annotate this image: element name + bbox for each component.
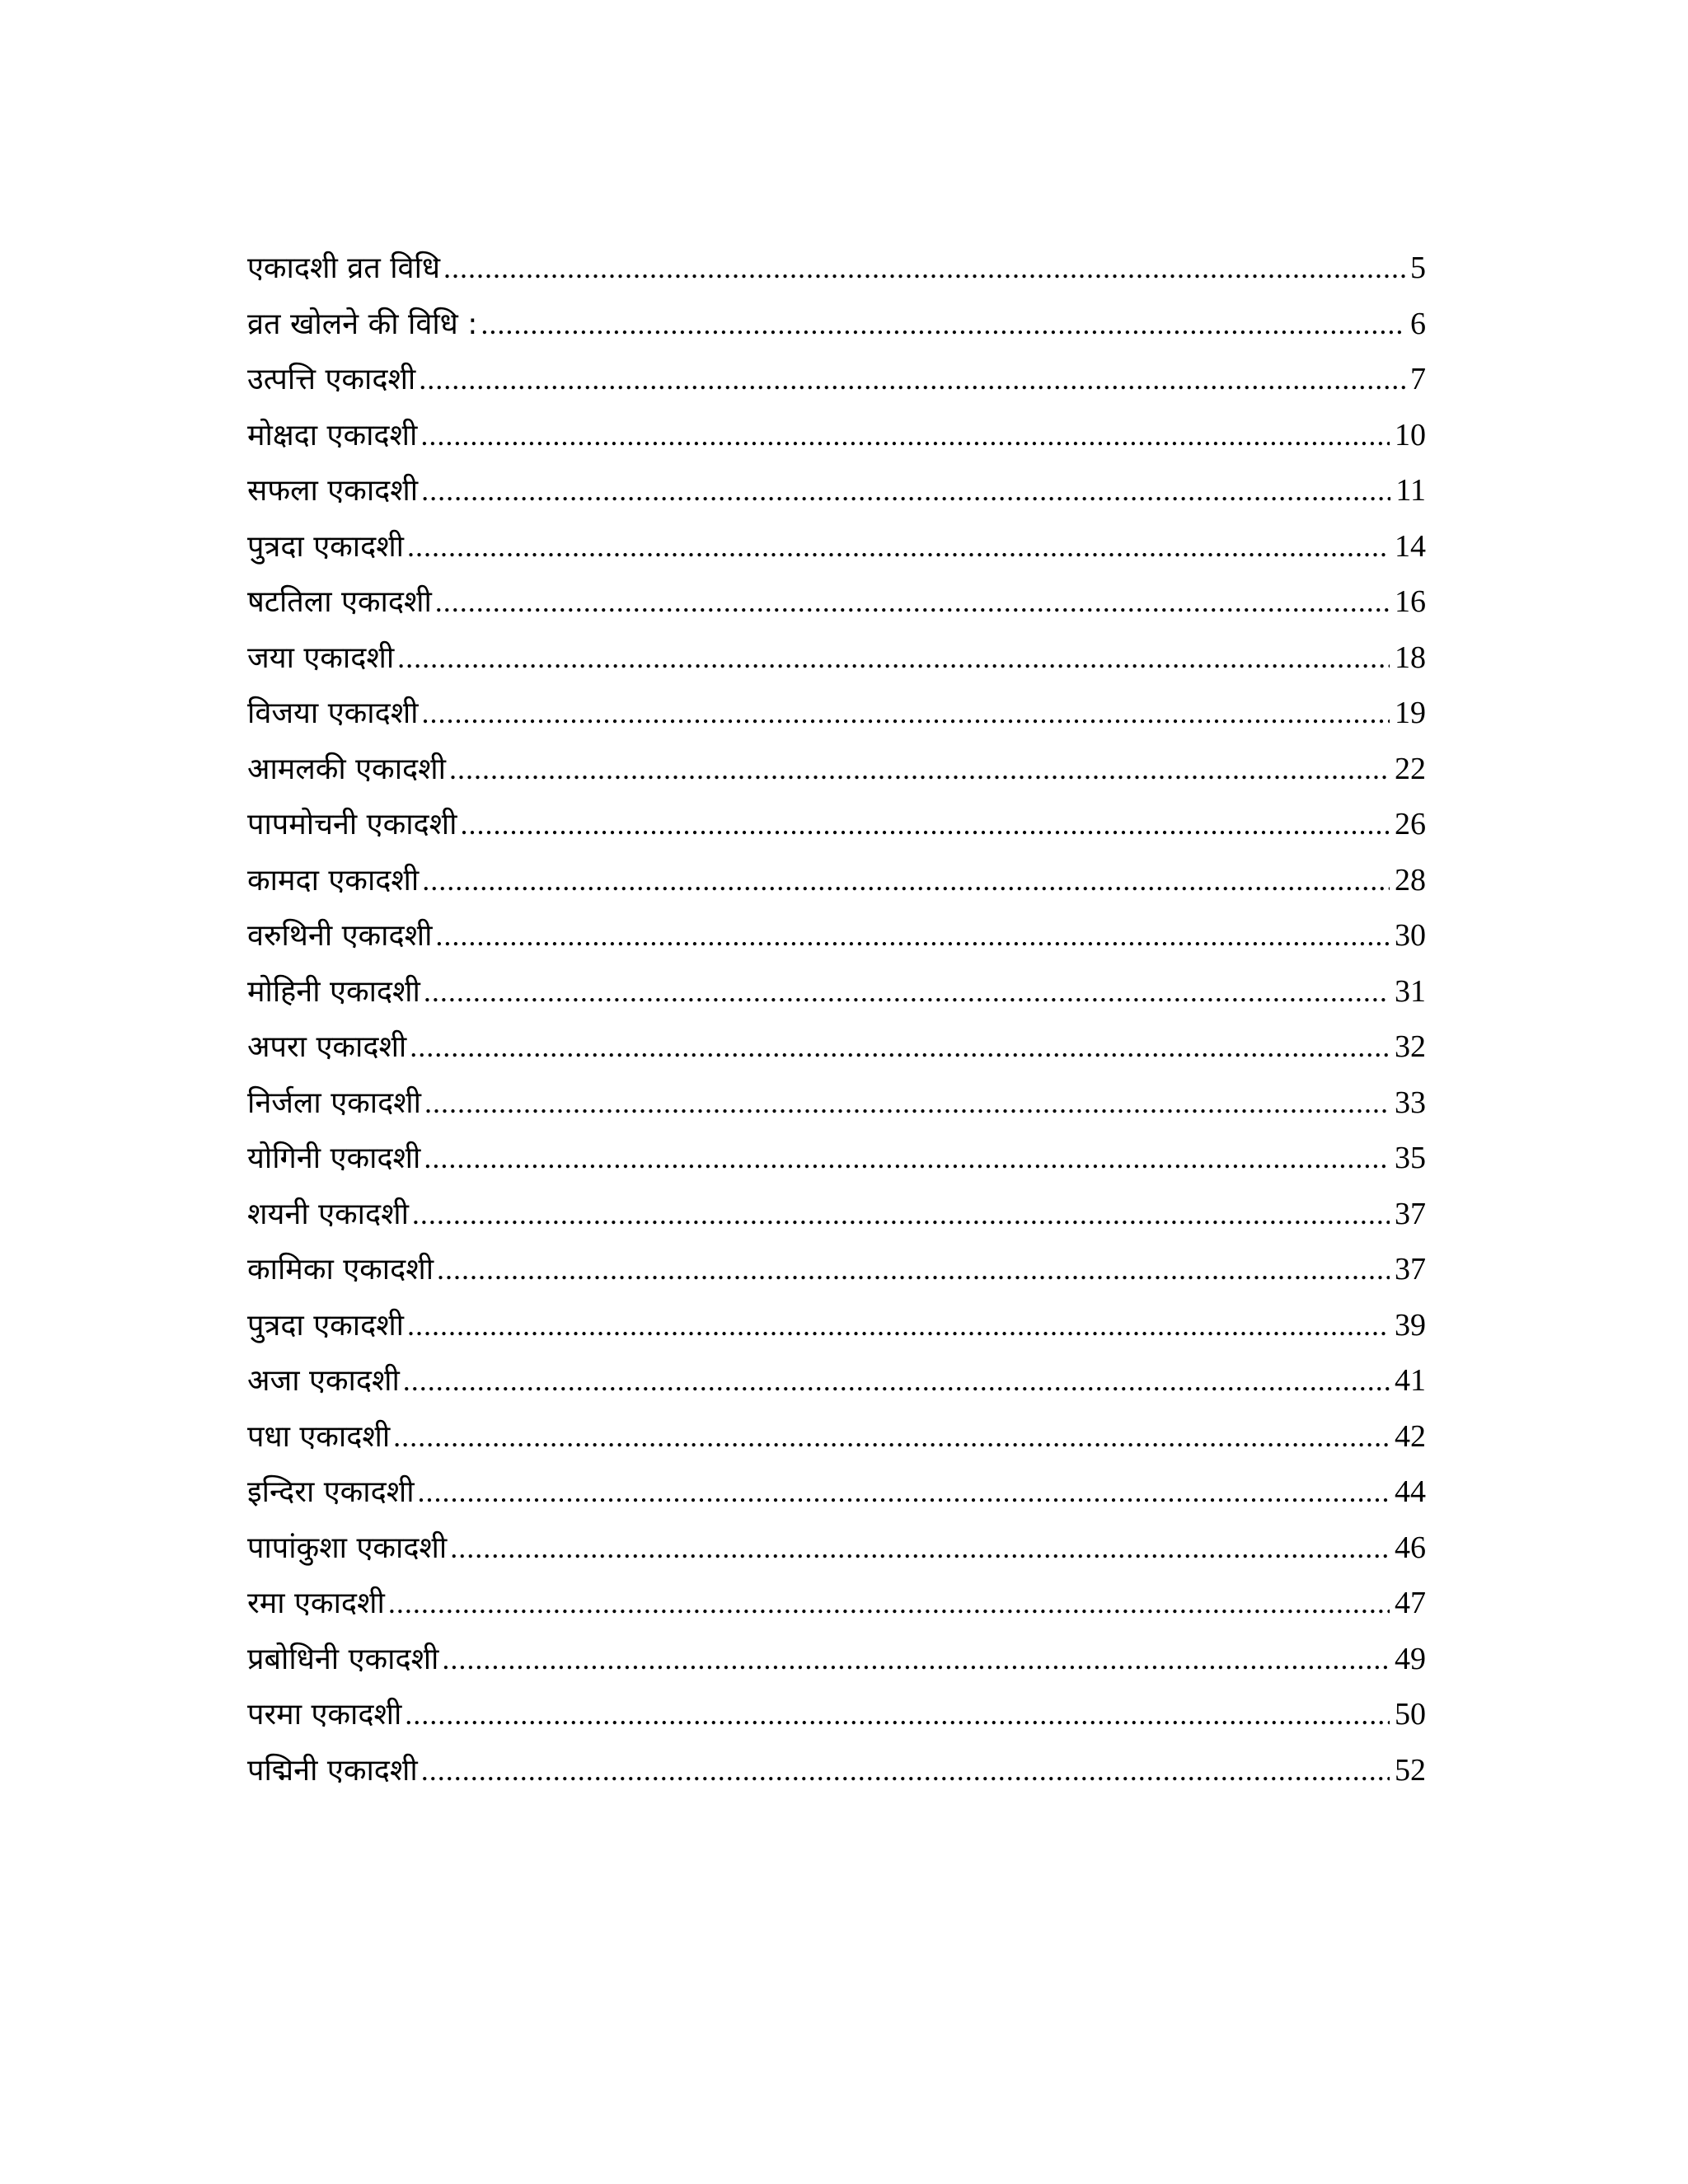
toc-entry-title: पापमोचनी एकादशी [247,808,457,841]
toc-entry[interactable] [247,1465,1426,1521]
toc-entry-page-number: 10 [1395,417,1426,452]
toc-entry-page-number: 35 [1395,1141,1426,1175]
dot-leader [481,297,1405,353]
toc-entry-title: अजा एकादशी [247,1364,400,1398]
toc-entry[interactable] [247,1242,1426,1298]
toc-entry-page-number: 42 [1395,1418,1426,1454]
toc-entry[interactable] [247,352,1426,408]
toc-entry[interactable] [247,297,1426,353]
toc-entry-title: आमलकी एकादशी [247,752,446,786]
toc-entry-page-number: 49 [1395,1641,1426,1676]
toc-entry[interactable] [247,908,1426,964]
toc-entry-title: विजया एकादशी [247,696,419,730]
toc-entry[interactable] [247,1019,1426,1076]
toc-entry-title: अपरा एकादशी [247,1030,407,1064]
toc-entry-page-number: 46 [1395,1530,1426,1565]
toc-entry-page-number: 47 [1395,1586,1426,1620]
dot-leader [393,1409,1390,1465]
toc-entry[interactable] [247,1353,1426,1409]
toc-entry-title: पद्मिनी एकादशी [247,1753,418,1788]
toc-entry[interactable] [247,574,1426,630]
toc-entry-title: परमा एकादशी [247,1698,402,1732]
dot-leader [403,1353,1390,1409]
dot-leader [412,1187,1390,1243]
toc-entry-title: इन्दिरा एकादशी [247,1475,415,1509]
toc-entry[interactable] [247,1076,1426,1132]
toc-entry[interactable] [247,964,1426,1020]
dot-leader [405,1687,1390,1743]
toc-entry-title: उत्पत्ति एकादशी [247,363,416,396]
toc-entry-title: रमा एकादशी [247,1586,385,1620]
toc-entry-page-number: 14 [1395,528,1426,564]
toc-entry[interactable] [247,1687,1426,1743]
toc-entry-page-number: 7 [1410,362,1426,396]
toc-entry[interactable] [247,1632,1426,1688]
dot-leader [421,463,1390,519]
toc-entry-page-number: 11 [1395,473,1426,508]
toc-entry-page-number: 52 [1395,1752,1426,1788]
toc-entry-title: शयनी एकादशी [247,1197,409,1231]
toc-entry-page-number: 16 [1395,584,1426,619]
toc-entry[interactable] [247,1298,1426,1354]
dot-leader [460,797,1390,853]
dot-leader [435,908,1390,964]
toc-entry-title: निर्जला एकादशी [247,1085,421,1120]
toc-entry-title: योगिनी एकादशी [247,1141,421,1175]
toc-entry[interactable] [247,853,1426,909]
toc-entry-page-number: 32 [1395,1029,1426,1064]
dot-leader [397,630,1390,687]
toc-entry[interactable] [247,1521,1426,1577]
toc-entry-title: कामिका एकादशी [247,1253,434,1286]
toc-entry-page-number: 50 [1395,1697,1426,1732]
dot-leader [435,574,1390,630]
toc-entry[interactable] [247,1131,1426,1187]
toc-entry-page-number: 31 [1395,973,1426,1009]
dot-leader [388,1576,1390,1632]
dot-leader [424,964,1390,1020]
toc-entry-title: मोक्षदा एकादशी [247,418,418,452]
toc-entry-page-number: 5 [1410,251,1426,285]
dot-leader [424,1131,1390,1187]
dot-leader [407,519,1390,575]
toc-entry[interactable] [247,742,1426,798]
toc-entry[interactable] [247,408,1426,464]
toc-entry-title: सफला एकादशी [247,474,419,508]
toc-entry-title: जया एकादशी [247,640,395,675]
toc-entry-title: षटतिला एकादशी [247,585,432,619]
toc-entry-page-number: 19 [1395,696,1426,730]
dot-leader [424,1076,1390,1132]
toc-entry-page-number: 18 [1395,640,1426,675]
toc-entry-page-number: 26 [1395,807,1426,841]
dot-leader [450,1521,1390,1577]
toc-entry[interactable] [247,686,1426,742]
toc-entry-title: पुत्रदा एकादशी [247,1308,405,1343]
toc-entry-title: एकादशी व्रत विधि [247,251,441,285]
toc-entry-page-number: 33 [1395,1085,1426,1120]
toc-entry-title: पापांकुशा एकादशी [247,1530,448,1565]
dot-leader [407,1298,1390,1354]
toc-entry-title: कामदा एकादशी [247,863,420,898]
toc-entry[interactable] [247,463,1426,519]
toc-entry-page-number: 37 [1395,1252,1426,1286]
toc-entry[interactable] [247,519,1426,575]
toc-entry-page-number: 28 [1395,862,1426,898]
toc-entry-title: वरुथिनी एकादशी [247,919,433,953]
dot-leader [418,1465,1390,1521]
toc-entry-title: मोहिनी एकादशी [247,974,420,1009]
dot-leader [442,1632,1390,1688]
dot-leader [421,1743,1390,1799]
toc-entry[interactable] [247,630,1426,687]
toc-entry-page-number: 22 [1395,751,1426,786]
dot-leader [443,241,1405,297]
toc-entry-page-number: 6 [1410,306,1426,341]
toc-entry-title: पुत्रदा एकादशी [247,529,405,564]
dot-leader [422,686,1390,742]
toc-entry-title: प्रबोधिनी एकादशी [247,1642,439,1676]
toc-entry-page-number: 44 [1395,1474,1426,1509]
toc-entry[interactable] [247,1743,1426,1799]
dot-leader [422,853,1390,909]
toc-entry[interactable] [247,1576,1426,1632]
dot-leader [449,742,1390,798]
toc-entry-title: पधा एकादशी [247,1419,391,1454]
toc-entry-page-number: 37 [1395,1196,1426,1231]
toc-entry-page-number: 41 [1395,1363,1426,1398]
dot-leader [410,1019,1390,1076]
toc-entry-page-number: 39 [1395,1307,1426,1343]
toc-entry[interactable] [247,241,1426,297]
dot-leader [419,352,1405,408]
toc-entry-page-number: 30 [1395,918,1426,953]
dot-leader [420,408,1390,464]
toc-entry[interactable] [247,1187,1426,1243]
toc-entry[interactable] [247,1409,1426,1465]
toc-entry[interactable] [247,797,1426,853]
toc-entry-title: व्रत खोलने की विधि : [247,307,478,341]
table-of-contents [247,241,1426,1798]
dot-leader [437,1242,1390,1298]
